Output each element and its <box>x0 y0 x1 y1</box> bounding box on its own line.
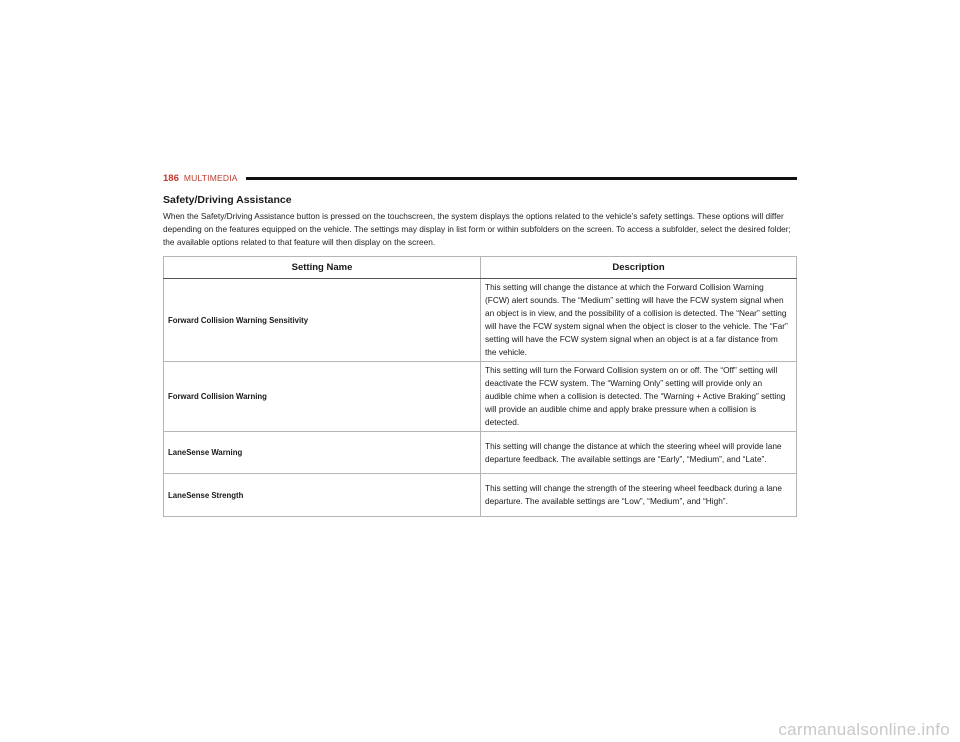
setting-name-cell: Forward Collision Warning Sensitivity <box>164 279 481 362</box>
table-header-row <box>164 257 797 279</box>
table-row <box>164 432 797 474</box>
table-row <box>164 474 797 517</box>
setting-name-cell: Forward Collision Warning <box>164 362 481 432</box>
page-number: 186 <box>163 172 179 184</box>
setting-description-cell: This setting will change the distance at which the steering wheel will provide lane departure feedback. The available settings are “Early”, “Medium”, and “Late”. <box>481 432 797 474</box>
setting-description-cell: This setting will change the strength of the steering wheel feedback during a lane departure. The available settings are “Low”, “Medium”, and “High”. <box>481 474 797 517</box>
watermark-logo: carmanualsonline.info <box>778 720 950 739</box>
setting-name-cell: LaneSense Warning <box>164 432 481 474</box>
column-header-setting-name: Setting Name <box>164 257 481 279</box>
setting-description-cell: This setting will turn the Forward Collision system on or off. The “Off” setting will deactivate the FCW system. The “Warning Only” setting will provide only an audible chime when a collision is detected. The “Warning + Active Braking” setting will provide an audible chime and apply brake pressure when a collision is detected. <box>481 362 797 432</box>
table-row <box>164 362 797 432</box>
section-title: Safety/Driving Assistance <box>163 194 292 206</box>
setting-description-cell: This setting will change the distance at which the Forward Collision Warning (FCW) alert sounds. The “Medium” setting will have the FCW system signal when an object is in view, and the possibility of a collision is detected. The “Near” setting will have the FCW system signal when the object is closer to the vehicle. The “Far” setting will have the FCW system signal when an object is at a far distance from the vehicle. <box>481 279 797 362</box>
table-row <box>164 279 797 362</box>
page-header <box>163 171 797 185</box>
intro-paragraph: When the Safety/Driving Assistance button is pressed on the touchscreen, the system displays the options related to the vehicle’s safety settings. These options will differ depending on the features equipped on the vehicle. The settings may display in list form or within subfolders on the screen. To access a subfolder, select the desired folder; the available options related to that feature will then display on the screen. <box>163 211 791 247</box>
settings-table <box>163 256 797 517</box>
setting-name-cell: LaneSense Strength <box>164 474 481 517</box>
section-name: MULTIMEDIA <box>183 173 238 183</box>
column-header-description: Description <box>481 257 797 279</box>
header-rule <box>246 177 797 180</box>
